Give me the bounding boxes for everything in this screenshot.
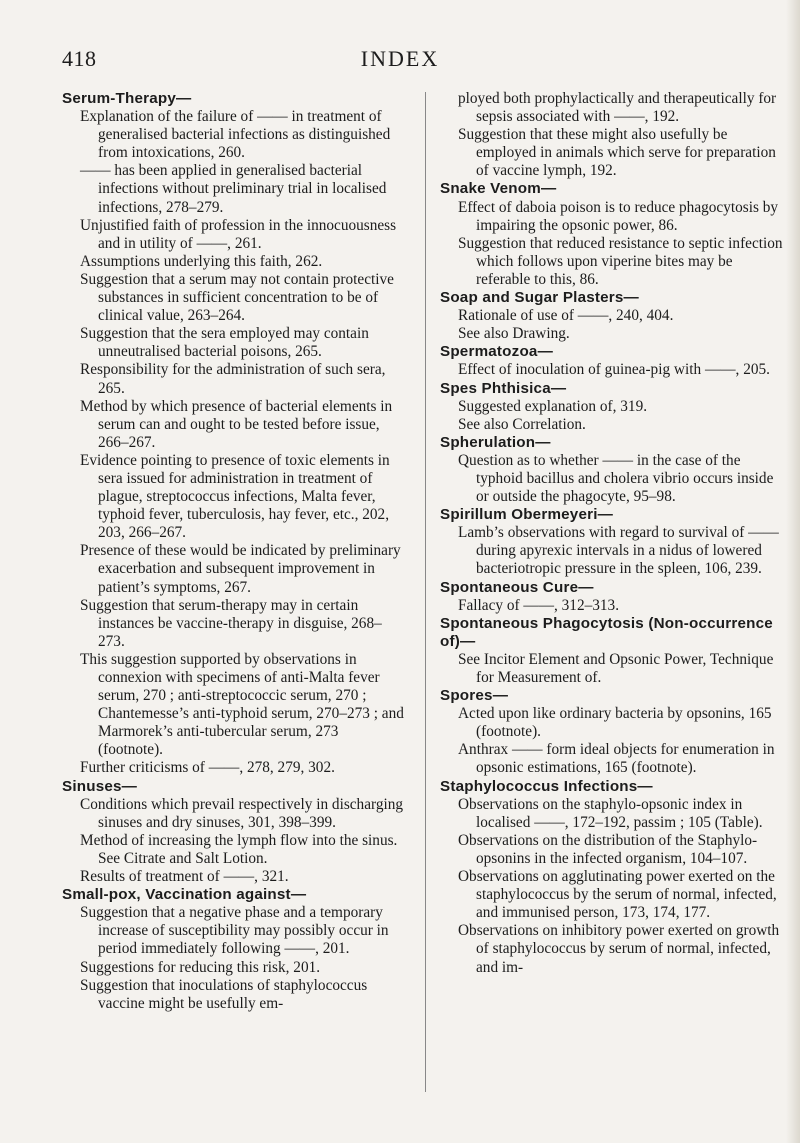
index-entry: [440, 506, 785, 578]
index-entry: [440, 434, 785, 506]
entry-subentry: Results of treatment of ——, 321.: [80, 868, 289, 886]
entry-subentry: Method of increasing the lymph flow into the sinus. See Citrate and Salt Lotion.: [80, 831, 398, 867]
entry-subentry: Anthrax —— form ideal objects for enumeration in opsonic estimations, 165 (footnote).: [458, 741, 775, 777]
entry-subentry: Suggestion that reduced resistance to septic infection which follows upon viperine bites may be referable to this, 86.: [458, 234, 783, 288]
entry-heading: Sinuses—: [62, 777, 138, 795]
entry-subentry: Further criticisms of ——, 278, 279, 302.: [80, 759, 335, 777]
entry-subentry: ployed both prophylactically and therapeutically for sepsis associated with ——, 192.: [458, 90, 777, 126]
index-entry: [440, 343, 785, 379]
entry-subentry: Effect of daboia poison is to reduce phagocytosis by impairing the opsonic power, 86.: [458, 198, 779, 234]
index-entry: [440, 289, 785, 343]
index-entry: [440, 579, 785, 615]
column-divider: [425, 92, 426, 1092]
index-entry: [440, 90, 785, 180]
entry-subentry: Observations on the staphylo-opsonic index in localised ——, 172–192, passim ; 105 (Table).: [458, 795, 763, 831]
index-entry: [440, 180, 785, 289]
entry-heading: Small-pox, Vaccination against—: [62, 886, 307, 904]
entry-subentry: Method by which presence of bacterial elements in serum can and ought to be tested before issue, 266–267.: [80, 397, 393, 451]
entry-subentry: Presence of these would be indicated by preliminary exacerbation and subsequent improvement in patient’s symptoms, 267.: [80, 542, 401, 596]
index-entry: [62, 886, 407, 1013]
index-column-right: [440, 90, 785, 977]
page-number: 418: [62, 46, 97, 71]
index-entry: [440, 615, 785, 687]
entry-heading: Spontaneous Phagocytosis (Non-occurrence of)—: [440, 614, 773, 650]
index-entry: [62, 90, 407, 778]
entry-subentry: Suggestion that serum-therapy may in certain instances be vaccine-therapy in disguise, 268–273.: [80, 596, 382, 650]
entry-subentry: Observations on the distribution of the Staphylo-opsonins in the infected organism, 104–107.: [458, 831, 758, 867]
entry-heading: Spores—: [440, 687, 509, 705]
entry-subentry: Suggestion that the sera employed may contain unneutralised bacterial poisons, 265.: [80, 325, 369, 361]
entry-subentry: This suggestion supported by observations in connexion with specimens of anti-Malta fever serum, 270 ; anti-streptococcic serum, 270 ; Chantemesse’s anti-typhoid serum, 270–273 ; and Marmorek’s anti-tubercular serum, 273 (footnote).: [80, 650, 404, 759]
entry-heading: Spes Phthisica—: [440, 379, 567, 397]
entry-subentry: Effect of inoculation of guinea-pig with ——, 205.: [458, 361, 770, 379]
entry-heading: Spherulation—: [440, 433, 551, 451]
entry-subentry: Suggestion that a serum may not contain protective substances in sufficient concentration to be of clinical value, 263–264.: [80, 270, 394, 325]
entry-subentry: Lamb’s observations with regard to survival of —— during apyrexic intervals in a nidus of lowered bacteriotropic pressure in the spleen, 106, 239.: [458, 524, 779, 578]
entry-heading: Serum-Therapy—: [62, 90, 192, 107]
entry-subentry: Suggestion that inoculations of staphylococcus vaccine might be usefully em-: [80, 976, 368, 1012]
index-entry: [440, 380, 785, 434]
entry-heading: Spermatozoa—: [440, 343, 553, 361]
entry-heading: Snake Venom—: [440, 180, 557, 198]
entry-subentry: Observations on agglutinating power exerted on the staphylococcus by the serum of normal, infected, and immunised person, 173, 174, 177.: [458, 868, 777, 922]
index-entry: [62, 778, 407, 887]
entry-subentry: Fallacy of ——, 312–313.: [458, 596, 620, 614]
page-header: [0, 46, 800, 76]
index-column-left: [62, 90, 407, 1013]
entry-subentry: Rationale of use of ——, 240, 404.: [458, 307, 674, 325]
entry-subentry: See also Correlation.: [458, 415, 586, 433]
entry-subentry: See Incitor Element and Opsonic Power, Technique for Measurement of.: [458, 650, 774, 686]
entry-subentry: Observations on inhibitory power exerted on growth of staphylococcus by serum of normal, infected, and im-: [458, 922, 780, 976]
index-entry: [440, 687, 785, 777]
entry-subentry: —— has been applied in generalised bacterial infections without preliminary trial in localised infections, 278–279.: [80, 162, 387, 216]
entry-subentry: Suggestion that these might also usefully be employed in animals which serve for preparation of vaccine lymph, 192.: [458, 126, 776, 180]
entry-subentry: Evidence pointing to presence of toxic elements in sera issued for administration in treatment of plague, streptococcus infections, Malta fever, typhoid fever, tuberculosis, hay fever, etc., 202, 203, 266–267.: [80, 451, 390, 542]
entry-subentry: Suggestion that a negative phase and a temporary increase of susceptibility may possibly occur in period immediately following ——, 201.: [80, 904, 389, 958]
entry-subentry: Assumptions underlying this faith, 262.: [80, 252, 323, 270]
entry-heading: Staphylococcus Infections—: [440, 777, 653, 795]
running-head: INDEX: [360, 46, 440, 71]
entry-subentry: Suggestions for reducing this risk, 201.: [80, 958, 321, 976]
entry-subentry: Responsibility for the administration of such sera, 265.: [80, 361, 386, 397]
entry-subentry: Suggested explanation of, 319.: [458, 397, 648, 415]
page-edge: [786, 0, 800, 1143]
entry-subentry: See also Drawing.: [458, 325, 570, 343]
entry-subentry: Question as to whether —— in the case of the typhoid bacillus and cholera vibrio occurs inside or outside the phagocyte, 95–98.: [458, 451, 774, 506]
entry-subentry: Explanation of the failure of —— in treatment of generalised bacterial infections as distinguished from intoxications, 260.: [80, 108, 391, 162]
entry-subentry: Unjustified faith of profession in the innocuousness and in utility of ——, 261.: [80, 216, 397, 252]
entry-heading: Soap and Sugar Plasters—: [440, 289, 639, 307]
entry-subentry: Conditions which prevail respectively in discharging sinuses and dry sinuses, 301, 398–399.: [80, 795, 404, 831]
entry-subentry: Acted upon like ordinary bacteria by opsonins, 165 (footnote).: [458, 705, 772, 741]
entry-heading: Spirillum Obermeyeri—: [440, 506, 614, 524]
index-entry: [440, 778, 785, 977]
entry-heading: Spontaneous Cure—: [440, 578, 594, 596]
